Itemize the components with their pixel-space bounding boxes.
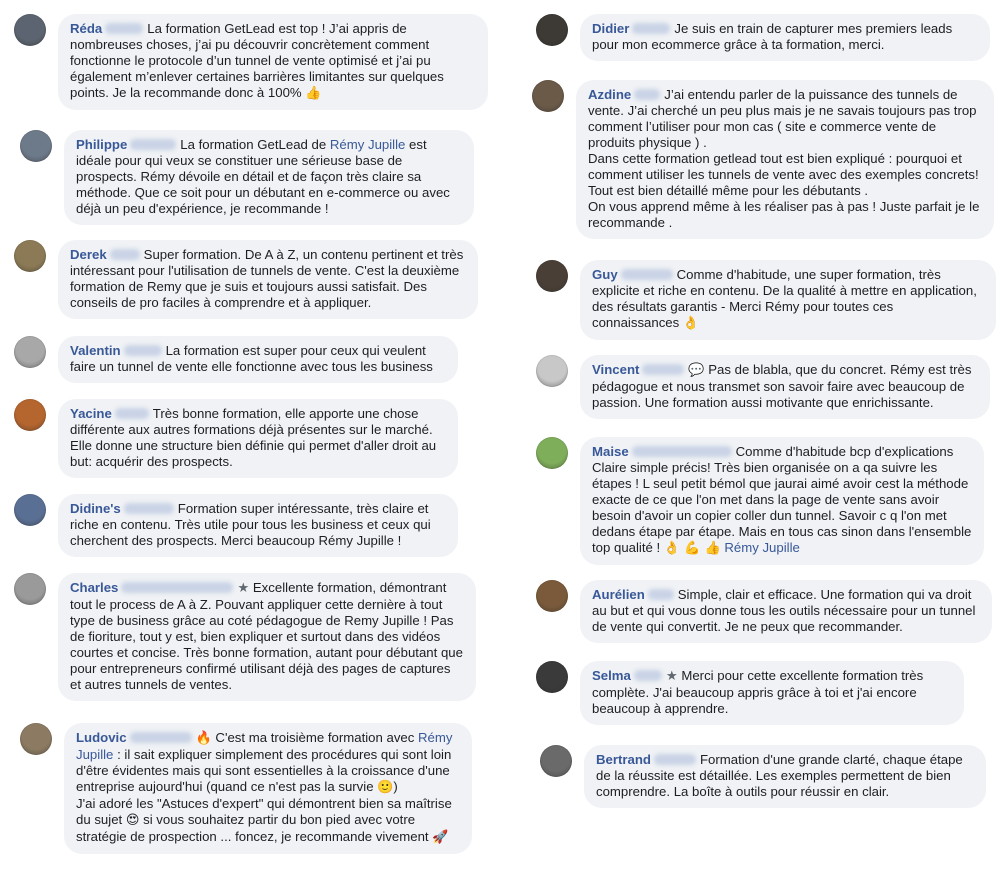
comment-text: J'ai adoré les "Astuces d'expert" qui démontrent bien sa maîtrise du sujet: [76, 796, 452, 827]
comment-bubble: [58, 399, 458, 478]
commenter-name[interactable]: Valentin: [70, 343, 121, 358]
blurred-surname: [621, 269, 673, 280]
blurred-surname: [124, 345, 162, 356]
avatar[interactable]: [14, 14, 46, 46]
blurred-surname: [130, 139, 176, 150]
commenter-name[interactable]: Aurélien: [592, 587, 645, 602]
avatar[interactable]: [20, 723, 52, 755]
comment-text: est idéale pour qui veux se constituer une sérieuse base de prospects. Rémy dévoile en détail et de façon très claire sa méthode. Que ce soit pour un débutant en e-commerce ou avec déjà un peu d'expérience, je recommande !: [76, 137, 450, 216]
rocket-emoji-icon: 🚀: [432, 830, 449, 845]
commenter-name[interactable]: Charles: [70, 580, 119, 595]
commenter-name[interactable]: Vincent: [592, 362, 640, 377]
avatar[interactable]: [536, 580, 568, 612]
avatar[interactable]: [536, 437, 568, 469]
commenter-name[interactable]: Réda: [70, 21, 103, 36]
commenter-name[interactable]: Ludovic: [76, 730, 127, 745]
comment-text: J’ai entendu parler de la puissance des tunnels de vente. J’ai cherché un peu plus mais je ne savais toujours pas trop comment l’utiliser pour mon cas ( site e commerce vente de produits physique ) .: [588, 87, 977, 150]
smile-emoji-icon: 🙂: [377, 780, 394, 795]
star-icon: ★: [665, 669, 678, 684]
ok-hand-emoji-icon: 👌: [682, 316, 700, 331]
blurred-surname: [632, 446, 732, 457]
comment-text: Très bonne formation, elle apporte une chose différente aux autres formations déjà présentes sur le marché. Elle donne une structure bien définie qui permet d'aller droit au but: acquérir des prospects.: [70, 406, 437, 469]
commenter-name[interactable]: Azdine: [588, 87, 632, 102]
comment-bubble: [58, 240, 478, 319]
avatar[interactable]: [536, 260, 568, 292]
avatar[interactable]: [14, 240, 46, 272]
blurred-surname: [648, 589, 674, 600]
comment-text: Super formation. De A à Z, un contenu pertinent et très intéressant pour l'utilisation de tunnels de vente. C'est la deuxième formation de Remy que je suis et toujours aussi satisfait. Des conseils de pro faciles à comprendre et à appliquer.: [70, 247, 464, 310]
comment-text: Excellente formation, démontrant tout le process de A à Z. Pouvant appliquer cette dernière à tout type de business grâce au coté pédagogue de Remy Jupille ! Pas de fioriture, tout y est, bien expliquer et surtout dans des vidéos courtes et concise. Très bonne formation, autant pour débutant que pour entrepreneurs confirmé utilisant déjà des pages de captures et autres tunnels de ventes.: [70, 580, 463, 692]
avatar[interactable]: [20, 130, 52, 162]
mention-link[interactable]: Rémy Jupille: [76, 730, 453, 762]
blurred-surname: [110, 249, 140, 260]
comment-text: Dans cette formation getlead tout est bien expliqué : pourquoi et comment utiliser les tunnels de vente avec des exemples concrets! Tout est bien détaillé même pour les débutants .: [588, 151, 979, 198]
comment-bubble: [580, 355, 990, 419]
blurred-surname: [642, 364, 684, 375]
avatar[interactable]: [14, 399, 46, 431]
commenter-name[interactable]: Yacine: [70, 406, 112, 421]
comment-text: si vous souhaitez partir du bon pied avec votre stratégie de prospection ... foncez, je recommande vivement: [76, 812, 429, 844]
comment-text: ): [393, 779, 398, 794]
comment-bubble: [580, 260, 996, 340]
comment-text: Pas de blabla, que du concret. Rémy est très pédagogue et nous transmet son savoir faire avec beaucoup de passion. Une formation aussi motivante que enrichissante.: [592, 362, 972, 410]
comment-text: C'est ma troisième formation avec: [215, 730, 415, 745]
comment-bubble: [58, 494, 458, 557]
commenter-name[interactable]: Philippe: [76, 137, 128, 152]
commenter-name[interactable]: Didine's: [70, 501, 121, 516]
comment-bubble: [58, 573, 476, 701]
comment-bubble: [64, 723, 472, 854]
comment-bubble: [580, 661, 964, 725]
avatar[interactable]: [536, 14, 568, 46]
blurred-surname: [632, 23, 670, 34]
comment-text: Comme d'habitude bcp d'explications Claire simple précis! Très bien organisée on a qa suivre les étapes ! L seul petit bémol que jaurai aimé avoir cest la méthode exacte de ce que l'on met dans la page de vente sans avoir besoin d'avoir un copier coller dun tunnel. Savoir c q l'on met dedans étape par étape. Mais en tous cas sinon dans l'ensemble top qualité !: [592, 444, 972, 555]
avatar[interactable]: [536, 355, 568, 387]
comment-text: Merci pour cette excellente formation très complète. J'ai beaucoup appris grâce à toi et j'ai encore beaucoup à apprendre.: [592, 668, 924, 716]
mention-link[interactable]: Rémy Jupille: [329, 137, 406, 152]
comment-text: : il sait expliquer simplement des procédures qui sont loin d'être évidentes mais qui sont essentielles à la croissance d'une entreprise aujourd'hui (quand ce n'est pas la survie: [76, 747, 452, 794]
blurred-surname: [124, 503, 174, 514]
commenter-name[interactable]: Maise: [592, 444, 629, 459]
blurred-surname: [634, 89, 660, 100]
comment-bubble: [576, 80, 994, 239]
speech-bubble-emoji-icon: 💬: [688, 363, 705, 378]
comment-text: Formation d'une grande clarté, chaque étape de la réussite est détaillée. Les exemples permettent de bien comprendre. La boîte à outils pour réussir en clair.: [596, 752, 963, 799]
comment-bubble: [580, 437, 984, 565]
blurred-surname: [634, 670, 662, 681]
avatar[interactable]: [14, 494, 46, 526]
blurred-surname: [121, 582, 233, 593]
mention-link[interactable]: Rémy Jupille: [724, 540, 800, 555]
comment-text: Simple, clair et efficace. Une formation qui va droit au but et qui vous donne tous les outils nécessaire pour un tunnel de vente qui convertit. Je ne peux que recommander.: [592, 587, 976, 634]
blurred-surname: [115, 408, 149, 419]
comment-bubble: [580, 580, 992, 643]
blurred-surname: [130, 732, 192, 743]
star-icon: ★: [237, 581, 250, 596]
commenter-name[interactable]: Derek: [70, 247, 107, 262]
comment-bubble: [58, 336, 458, 383]
comment-bubble: [584, 745, 986, 808]
avatar[interactable]: [14, 336, 46, 368]
comment-bubble: [580, 14, 990, 61]
reaction-emojis-icon: 👌 💪 👍: [663, 541, 721, 556]
avatar[interactable]: [536, 661, 568, 693]
comment-bubble: [58, 14, 488, 110]
avatar[interactable]: [540, 745, 572, 777]
comment-text: Formation super intéressante, très claire et riche en contenu. Très utile pour tous les business et ceux qui cherchent des prospects. Merci beaucoup Rémy Jupille !: [70, 501, 431, 548]
comment-text: La formation GetLead de: [180, 137, 327, 152]
comment-text: Je suis en train de capturer mes premiers leads pour mon ecommerce grâce à ta formation, merci.: [592, 21, 953, 52]
blurred-surname: [105, 23, 143, 34]
commenter-name[interactable]: Guy: [592, 267, 618, 282]
heart-eyes-emoji-icon: 😍: [125, 813, 140, 828]
commenter-name[interactable]: Bertrand: [596, 752, 651, 767]
fire-emoji-icon: 🔥: [195, 731, 212, 746]
comment-text: La formation est super pour ceux qui veulent faire un tunnel de vente elle fonctionne avec tous les business: [70, 343, 433, 374]
commenter-name[interactable]: Selma: [592, 668, 631, 683]
avatar[interactable]: [14, 573, 46, 605]
comment-text: On vous apprend même à les réaliser pas à pas ! Juste parfait je le recommande .: [588, 199, 980, 230]
comment-text: Comme d'habitude, une super formation, très explicite et riche en contenu. De la qualité à mettre en application, des résultats garantis - Merci Rémy pour toutes ces connaissances: [592, 267, 977, 330]
thumbs-up-emoji-icon: 👍: [305, 86, 322, 101]
blurred-surname: [654, 754, 696, 765]
comment-bubble: [64, 130, 474, 225]
avatar[interactable]: [532, 80, 564, 112]
commenter-name[interactable]: Didier: [592, 21, 630, 36]
comment-text: La formation GetLead est top ! J’ai appris de nombreuses choses, j’ai pu découvrir concrètement comment fonctionne le protocole d’un tunnel de vente optimisé et j’ai pu également m’enlever certaines barrières limitantes sur quelques points. Je la recommande donc à 100%: [70, 21, 444, 100]
